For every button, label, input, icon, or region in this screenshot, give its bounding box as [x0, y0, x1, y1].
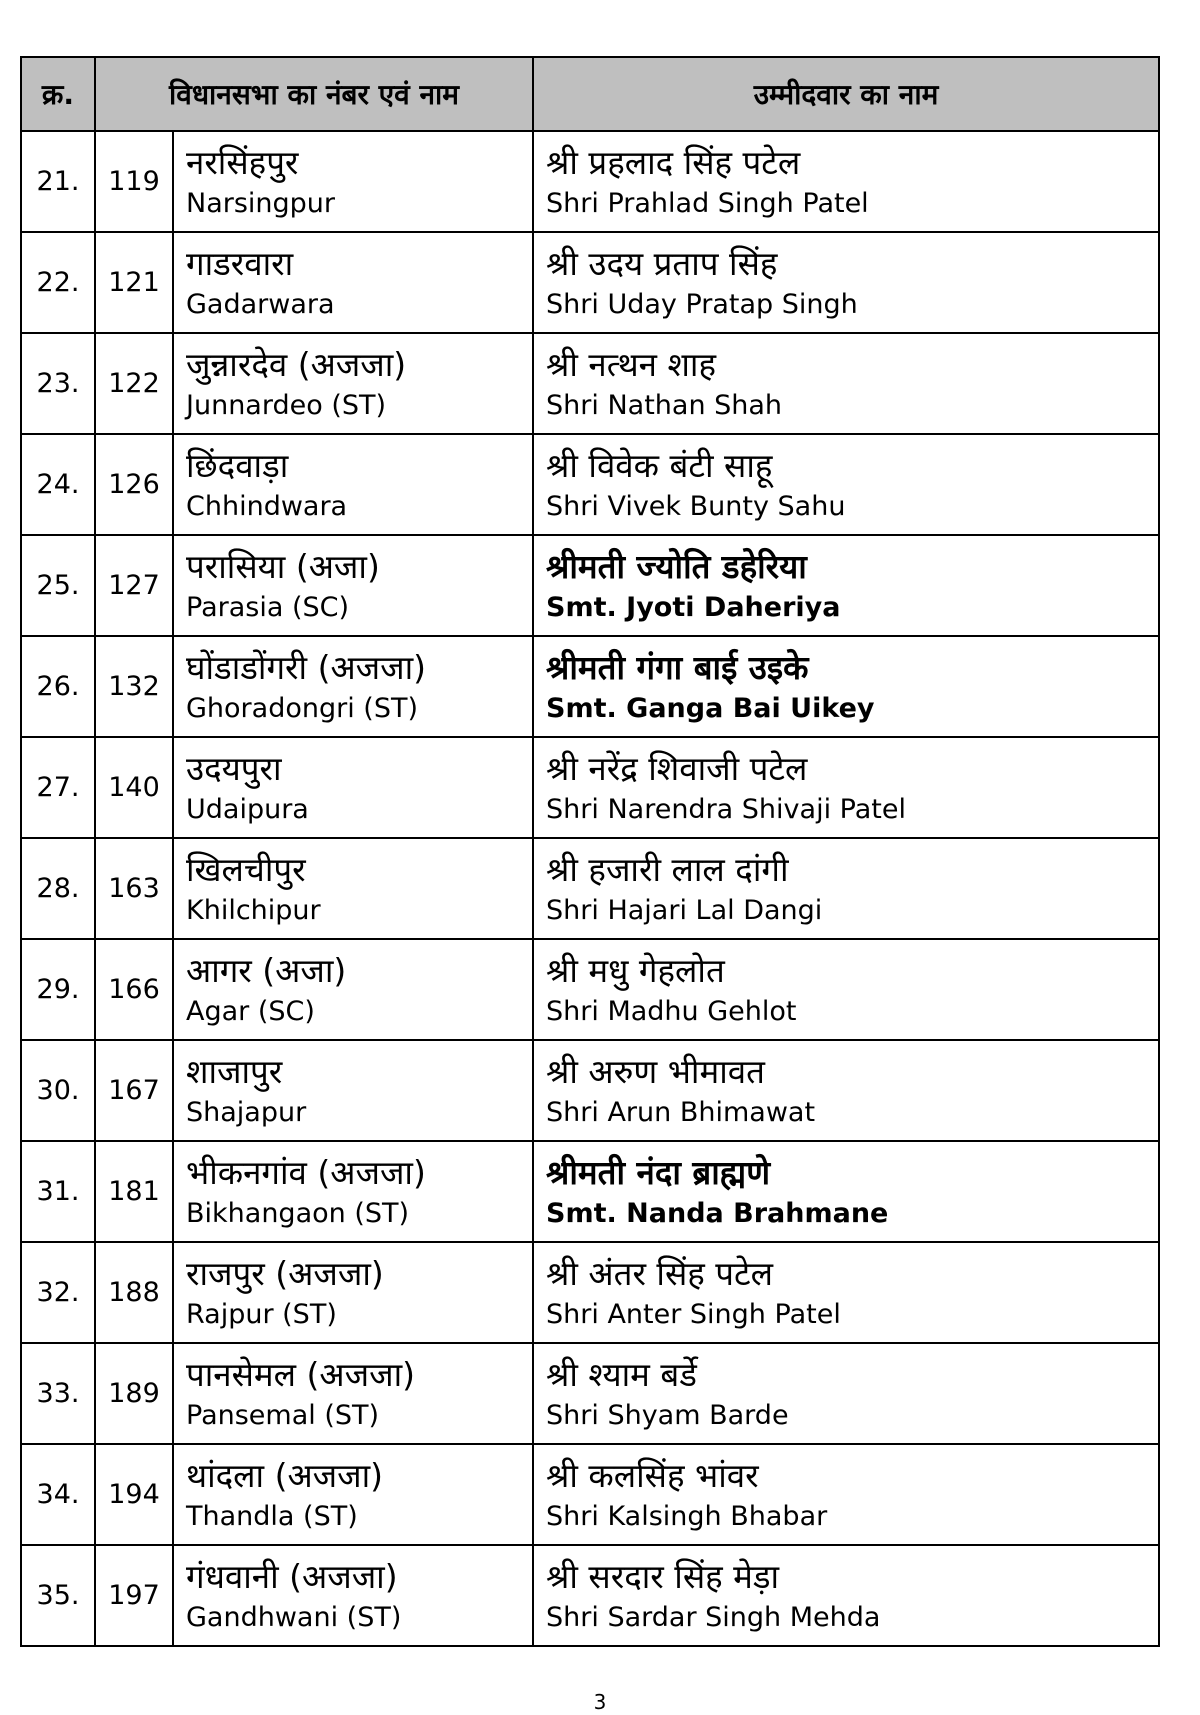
candidate-name-hindi: श्री उदय प्रताप सिंह: [546, 244, 778, 283]
constituency-cell: [173, 1141, 533, 1242]
candidate-cell: [533, 1141, 1159, 1242]
candidate-name-english: Shri Madhu Gehlot: [546, 996, 797, 1028]
header-row: [21, 57, 1159, 131]
candidate-name-english: Shri Nathan Shah: [546, 390, 783, 422]
candidate-cell: [533, 939, 1159, 1040]
header-candidate: उम्मीदवार का नाम: [533, 57, 1159, 131]
constituency-cell: [173, 232, 533, 333]
table-row: [21, 1242, 1159, 1343]
constituency-number: 181: [95, 1141, 173, 1242]
candidate-name-hindi: श्री कलसिंह भांवर: [546, 1456, 759, 1495]
constituency-cell: [173, 1040, 533, 1141]
constituency-cell: [173, 1343, 533, 1444]
constituency-number: 140: [95, 737, 173, 838]
constituency-number: 163: [95, 838, 173, 939]
table-row: [21, 1343, 1159, 1444]
candidate-name-english: Shri Prahlad Singh Patel: [546, 188, 869, 220]
table-row: [21, 737, 1159, 838]
candidate-name-hindi: श्री अरुण भीमावत: [546, 1052, 765, 1091]
candidate-name-english: Shri Uday Pratap Singh: [546, 289, 858, 321]
candidate-name-hindi: श्री मधु गेहलोत: [546, 951, 725, 990]
constituency-name-english: Gandhwani (ST): [186, 1602, 402, 1634]
constituency-name-hindi: गंधवानी (अजजा): [186, 1557, 398, 1596]
header-constituency: विधानसभा का नंबर एवं नाम: [95, 57, 533, 131]
table-row: [21, 838, 1159, 939]
constituency-number: 194: [95, 1444, 173, 1545]
constituency-name-hindi: उदयपुरा: [186, 749, 282, 788]
constituency-name-hindi: भीकनगांव (अजजा): [186, 1153, 426, 1192]
candidate-name-hindi: श्रीमती ज्योति डहेरिया: [546, 547, 807, 586]
candidate-cell: [533, 434, 1159, 535]
constituency-cell: [173, 1242, 533, 1343]
candidate-name-english: Shri Vivek Bunty Sahu: [546, 491, 846, 523]
constituency-cell: [173, 131, 533, 232]
constituency-name-hindi: नरसिंहपुर: [186, 143, 299, 182]
table-row: [21, 1141, 1159, 1242]
candidate-cell: [533, 1343, 1159, 1444]
page-number: 3: [593, 1690, 607, 1714]
constituency-number: 126: [95, 434, 173, 535]
constituency-name-hindi: छिंदवाड़ा: [186, 446, 289, 485]
constituency-cell: [173, 1545, 533, 1646]
candidate-name-english: Shri Shyam Barde: [546, 1400, 789, 1432]
serial-number: 30.: [21, 1040, 95, 1141]
candidate-name-hindi: श्री श्याम बर्डे: [546, 1355, 697, 1394]
candidate-name-hindi: श्री सरदार सिंह मेड़ा: [546, 1557, 780, 1596]
constituency-number: 197: [95, 1545, 173, 1646]
serial-number: 34.: [21, 1444, 95, 1545]
table-body: [21, 131, 1159, 1646]
serial-number: 26.: [21, 636, 95, 737]
serial-number: 33.: [21, 1343, 95, 1444]
serial-number: 27.: [21, 737, 95, 838]
table-header: [21, 57, 1159, 131]
constituency-name-english: Shajapur: [186, 1097, 307, 1129]
constituency-cell: [173, 636, 533, 737]
candidate-cell: [533, 1545, 1159, 1646]
table-row: [21, 1040, 1159, 1141]
candidate-cell: [533, 737, 1159, 838]
candidate-name-english: Shri Narendra Shivaji Patel: [546, 794, 906, 826]
constituency-name-english: Narsingpur: [186, 188, 336, 220]
table-row: [21, 1444, 1159, 1545]
table-row: [21, 636, 1159, 737]
constituency-cell: [173, 535, 533, 636]
table-row: [21, 131, 1159, 232]
serial-number: 31.: [21, 1141, 95, 1242]
candidate-cell: [533, 1242, 1159, 1343]
constituency-number: 189: [95, 1343, 173, 1444]
candidate-cell: [533, 333, 1159, 434]
serial-number: 35.: [21, 1545, 95, 1646]
candidate-cell: [533, 838, 1159, 939]
constituency-name-english: Pansemal (ST): [186, 1400, 380, 1432]
constituency-number: 167: [95, 1040, 173, 1141]
constituency-cell: [173, 1444, 533, 1545]
constituency-number: 166: [95, 939, 173, 1040]
constituency-name-hindi: घोंडाडोंगरी (अजजा): [186, 648, 427, 687]
candidate-cell: [533, 1444, 1159, 1545]
table-row: [21, 535, 1159, 636]
candidate-name-hindi: श्रीमती नंदा ब्राह्मणे: [546, 1153, 771, 1192]
constituency-number: 132: [95, 636, 173, 737]
candidate-cell: [533, 535, 1159, 636]
constituency-cell: [173, 737, 533, 838]
constituency-name-english: Gadarwara: [186, 289, 335, 321]
candidate-name-english: Shri Hajari Lal Dangi: [546, 895, 823, 927]
constituency-name-english: Parasia (SC): [186, 592, 350, 624]
candidate-name-hindi: श्री नत्थन शाह: [546, 345, 716, 384]
constituency-number: 121: [95, 232, 173, 333]
constituency-cell: [173, 434, 533, 535]
constituency-name-english: Junnardeo (ST): [186, 390, 387, 422]
candidate-name-english: Smt. Ganga Bai Uikey: [546, 693, 875, 725]
serial-number: 28.: [21, 838, 95, 939]
constituency-cell: [173, 838, 533, 939]
candidate-cell: [533, 1040, 1159, 1141]
serial-number: 32.: [21, 1242, 95, 1343]
table-row: [21, 434, 1159, 535]
constituency-name-english: Chhindwara: [186, 491, 348, 523]
constituency-name-english: Agar (SC): [186, 996, 315, 1028]
constituency-name-english: Thandla (ST): [186, 1501, 358, 1533]
constituency-name-english: Ghoradongri (ST): [186, 693, 418, 725]
constituency-name-hindi: थांदला (अजजा): [186, 1456, 384, 1495]
serial-number: 23.: [21, 333, 95, 434]
table-row: [21, 333, 1159, 434]
serial-number: 24.: [21, 434, 95, 535]
candidate-name-english: Shri Sardar Singh Mehda: [546, 1602, 881, 1634]
constituency-name-hindi: शाजापुर: [186, 1052, 283, 1091]
candidate-cell: [533, 131, 1159, 232]
constituency-number: 188: [95, 1242, 173, 1343]
candidate-name-english: Shri Arun Bhimawat: [546, 1097, 816, 1129]
candidate-name-hindi: श्री प्रहलाद सिंह पटेल: [546, 143, 801, 182]
constituency-number: 127: [95, 535, 173, 636]
constituency-name-hindi: परासिया (अजा): [186, 547, 380, 586]
candidate-name-english: Shri Anter Singh Patel: [546, 1299, 841, 1331]
constituency-name-hindi: गाडरवारा: [186, 244, 294, 283]
constituency-name-hindi: जुन्नारदेव (अजजा): [186, 345, 407, 384]
constituency-cell: [173, 939, 533, 1040]
constituency-name-hindi: खिलचीपुर: [186, 850, 306, 889]
serial-number: 22.: [21, 232, 95, 333]
serial-number: 29.: [21, 939, 95, 1040]
header-serial: क्र.: [21, 57, 95, 131]
serial-number: 25.: [21, 535, 95, 636]
constituency-name-english: Khilchipur: [186, 895, 321, 927]
constituency-number: 119: [95, 131, 173, 232]
table-row: [21, 1545, 1159, 1646]
candidate-name-hindi: श्री विवेक बंटी साहू: [546, 446, 773, 485]
table-row: [21, 232, 1159, 333]
candidate-list-table: [20, 56, 1160, 1647]
candidate-name-english: Smt. Jyoti Daheriya: [546, 592, 841, 624]
constituency-name-hindi: पानसेमल (अजजा): [186, 1355, 415, 1394]
candidate-name-english: Smt. Nanda Brahmane: [546, 1198, 889, 1230]
serial-number: 21.: [21, 131, 95, 232]
constituency-name-english: Udaipura: [186, 794, 309, 826]
constituency-cell: [173, 333, 533, 434]
constituency-name-english: Bikhangaon (ST): [186, 1198, 410, 1230]
candidate-cell: [533, 232, 1159, 333]
candidate-name-hindi: श्री अंतर सिंह पटेल: [546, 1254, 774, 1293]
candidate-cell: [533, 636, 1159, 737]
constituency-name-hindi: आगर (अजा): [186, 951, 347, 990]
candidate-name-hindi: श्री हजारी लाल दांगी: [546, 850, 789, 889]
candidate-name-english: Shri Kalsingh Bhabar: [546, 1501, 828, 1533]
candidate-name-hindi: श्रीमती गंगा बाई उइके: [546, 648, 809, 687]
table-row: [21, 939, 1159, 1040]
constituency-name-hindi: राजपुर (अजजा): [186, 1254, 384, 1293]
constituency-name-english: Rajpur (ST): [186, 1299, 337, 1331]
constituency-number: 122: [95, 333, 173, 434]
candidate-name-hindi: श्री नरेंद्र शिवाजी पटेल: [546, 749, 808, 788]
